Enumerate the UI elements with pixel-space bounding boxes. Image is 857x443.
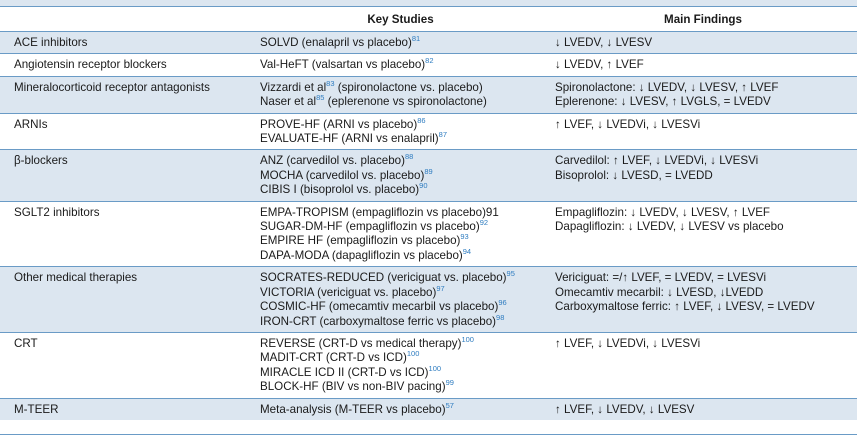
finding-line: Eplerenone: ↓ LVESV, ↑ LVGLS, = LVEDV [555, 95, 771, 109]
reference-number: 81 [411, 34, 421, 43]
study-line [260, 234, 549, 248]
reference-number: 93 [460, 232, 469, 242]
reference-number: 57 [445, 400, 454, 410]
study-line [260, 380, 549, 394]
finding-line: ↓ LVEDV, ↑ LVEF [555, 58, 644, 72]
header-drug [0, 7, 252, 32]
reference-number: 95 [506, 269, 515, 279]
study-line [260, 36, 549, 50]
reference-number: 99 [445, 378, 454, 388]
finding-line: Omecamtiv mecarbil: ↓ LVESD, ↓LVEDD [555, 285, 764, 299]
main-findings-cell [549, 54, 857, 76]
reference-number: 96 [498, 298, 507, 308]
study-line [260, 246, 549, 263]
finding-line: ↓ LVEDV, ↓ LVESV [555, 36, 653, 49]
reference-number: 100 [428, 363, 442, 373]
main-findings-cell [549, 201, 857, 267]
study-text: DAPA-MODA (dapagliflozin vs placebo) [260, 248, 463, 262]
table-row [0, 267, 857, 333]
study-text: PROVE-HF (ARNI vs placebo) [260, 117, 418, 131]
main-findings-cell [549, 332, 857, 398]
study-text: EMPIRE HF (empagliflozin vs placebo) [260, 234, 461, 248]
finding-line: ↑ LVEF, ↓ LVEDVi, ↓ LVESVi [555, 336, 701, 350]
reference-number: 89 [424, 166, 433, 176]
reference-number: 83 [326, 78, 335, 88]
studies-table [0, 7, 857, 420]
study-text: SOCRATES-REDUCED (vericiguat vs. placebo) [260, 271, 507, 285]
drug-class-cell: Mineralocorticoid receptor antagonists [0, 76, 252, 113]
study-line [260, 351, 549, 365]
reference-number: 88 [404, 152, 414, 162]
reference-number: 90 [419, 181, 428, 191]
table-row [0, 113, 857, 150]
study-text: REVERSE (CRT-D vs medical therapy) [260, 336, 462, 350]
table-body [0, 32, 857, 420]
header-row [0, 7, 857, 32]
key-studies-cell [252, 398, 549, 420]
study-text: CIBIS I (bisoprolol vs. placebo) [260, 183, 420, 197]
study-line [260, 220, 549, 234]
key-studies-cell [252, 201, 549, 267]
study-line [260, 58, 549, 72]
study-text: VICTORIA (vericiguat vs. placebo) [260, 285, 437, 299]
reference-number: 100 [406, 349, 420, 359]
main-findings-cell [549, 32, 857, 54]
study-text: MIRACLE ICD II (CRT-D vs ICD) [260, 365, 429, 379]
main-findings-cell [549, 76, 857, 113]
table-row [0, 398, 857, 420]
main-findings-cell [549, 398, 857, 420]
study-line [260, 363, 549, 380]
study-text: BLOCK-HF (BIV vs non-BIV pacing) [260, 380, 446, 394]
finding-line: Bisoprolol: ↓ LVESD, = LVEDD [555, 168, 713, 182]
reference-number: 97 [436, 283, 445, 293]
table-row [0, 332, 857, 398]
study-line [260, 95, 549, 109]
finding-line: Dapagliflozin: ↓ LVEDV, ↓ LVESV vs placebo [555, 220, 784, 234]
main-findings-cell [549, 113, 857, 150]
reference-number: 87 [438, 130, 448, 140]
key-studies-cell [252, 150, 549, 201]
study-line [260, 300, 549, 314]
table-row [0, 76, 857, 113]
study-line [260, 154, 549, 168]
study-text: SUGAR-DM-HF (empagliflozin vs placebo) [260, 220, 480, 234]
key-studies-cell [252, 76, 549, 113]
key-studies-cell [252, 267, 549, 333]
reference-number: 85 [316, 93, 325, 103]
drug-class-cell: Other medical therapies [0, 267, 252, 333]
key-studies-cell [252, 332, 549, 398]
drug-class-cell: β-blockers [0, 150, 252, 201]
study-text: EVALUATE-HF (ARNI vs enalapril) [260, 132, 439, 146]
drug-class-cell: Angiotensin receptor blockers [0, 54, 252, 76]
drug-class-cell: M-TEER [0, 398, 252, 420]
reference-number: 92 [479, 218, 489, 228]
finding-line: ↑ LVEF, ↓ LVEDV, ↓ LVESV [555, 402, 695, 416]
study-text: Meta-analysis (M-TEER vs placebo) [260, 402, 446, 416]
reference-number: 100 [461, 334, 474, 344]
study-text: ANZ (carvedilol vs. placebo) [260, 154, 405, 168]
finding-line: Vericiguat: =/↑ LVEF, = LVEDV, = LVESVi [555, 271, 767, 285]
key-studies-cell [252, 113, 549, 150]
drug-class-cell: CRT [0, 332, 252, 398]
drug-class-cell: ACE inhibitors [0, 32, 252, 54]
table-row [0, 54, 857, 76]
study-line [260, 312, 549, 329]
study-author: Naser et al [260, 95, 317, 109]
study-text: MOCHA (carvedilol vs. placebo) [260, 168, 425, 182]
study-text: Val-HeFT (valsartan vs placebo) [260, 58, 426, 72]
reference-number: 94 [462, 246, 472, 256]
finding-line: Carvedilol: ↑ LVEF, ↓ LVEDVi, ↓ LVESVi [555, 154, 759, 168]
key-studies-cell [252, 54, 549, 76]
study-text: SOLVD (enalapril vs placebo) [260, 36, 412, 49]
study-line [260, 132, 549, 146]
study-text: (eplerenone vs spironolactone) [324, 95, 487, 109]
bottom-rule [0, 434, 857, 435]
study-author: Vizzardi et al [260, 80, 327, 94]
finding-line: Carboxymaltose ferric: ↑ LVEF, ↓ LVESV, = LVEDV [555, 300, 815, 314]
table-row [0, 201, 857, 267]
study-line [260, 78, 549, 95]
study-line [260, 115, 549, 132]
finding-line: ↑ LVEF, ↓ LVEDVi, ↓ LVESVi [555, 117, 701, 131]
study-line [260, 400, 549, 417]
study-text: IRON-CRT (carboxymaltose ferric vs placebo) [260, 314, 497, 328]
header-main-findings: Main Findings [549, 7, 857, 32]
drug-class-cell: SGLT2 inhibitors [0, 201, 252, 267]
main-findings-cell [549, 150, 857, 201]
study-text: MADIT-CRT (CRT-D vs ICD) [260, 351, 407, 365]
study-line [260, 183, 549, 197]
reference-number: 82 [425, 56, 434, 66]
table-row [0, 150, 857, 201]
study-line [260, 334, 549, 351]
study-line [260, 166, 549, 183]
table-row [0, 32, 857, 54]
reference-number: 98 [496, 312, 505, 322]
study-text: (spironolactone vs. placebo) [334, 80, 483, 94]
drug-class-cell: ARNIs [0, 113, 252, 150]
study-line [260, 271, 549, 285]
finding-line: Empagliflozin: ↓ LVEDV, ↓ LVESV, ↑ LVEF [555, 205, 771, 219]
study-text: EMPA-TROPISM (empagliflozin vs placebo)91 [260, 205, 499, 219]
key-studies-cell [252, 32, 549, 54]
reference-number: 86 [417, 115, 426, 125]
finding-line: Spironolactone: ↓ LVEDV, ↓ LVESV, ↑ LVEF [555, 80, 779, 94]
main-findings-cell [549, 267, 857, 333]
study-text: COSMIC-HF (omecamtiv mecarbil vs placebo) [260, 300, 499, 314]
study-line [260, 206, 549, 220]
header-key-studies: Key Studies [252, 7, 549, 32]
